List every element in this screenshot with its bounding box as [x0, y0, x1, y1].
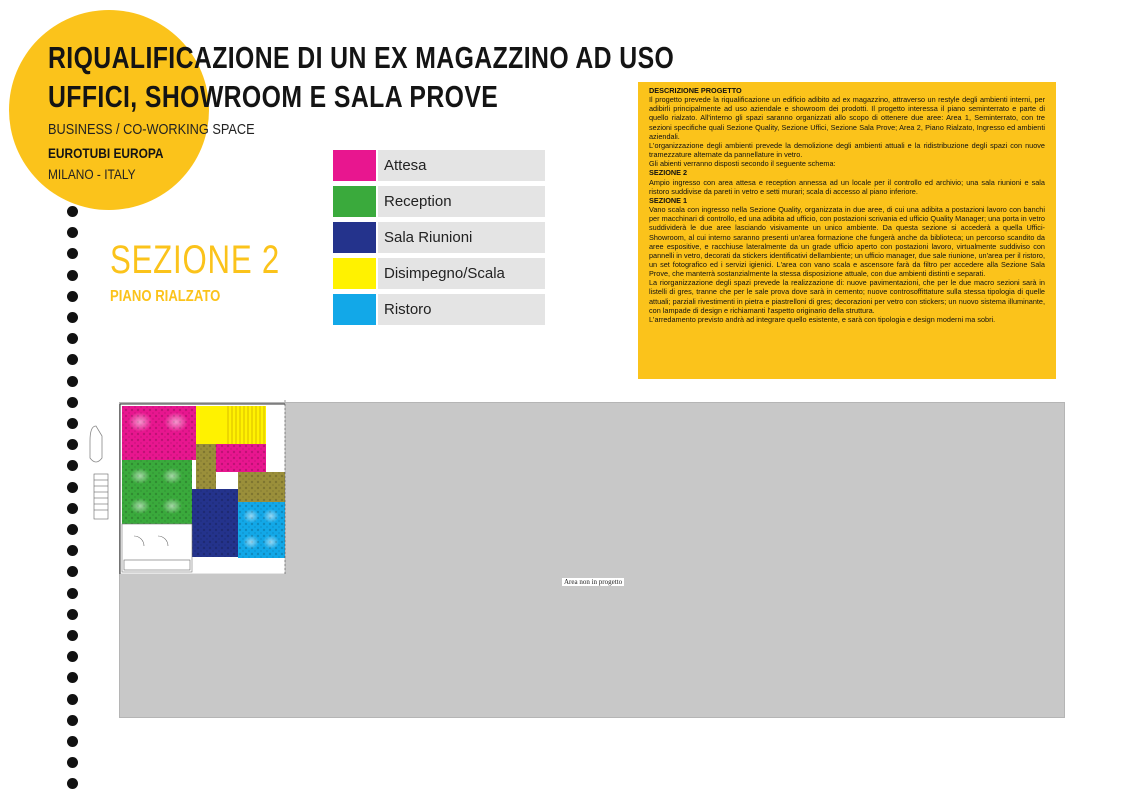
- binding-dot: [67, 312, 78, 323]
- binding-dot: [67, 524, 78, 535]
- description-demolition: L'organizzazione degli ambienti prevede la demolizione degli ambienti attuali e la ridistribuzione degli spazi con nuove tramezzature alternate da pannellature in vetro.: [649, 140, 1045, 160]
- company-name: EUROTUBI EUROPA: [48, 145, 164, 161]
- legend-swatch: [333, 222, 376, 253]
- binding-dot: [67, 757, 78, 768]
- binding-dot: [67, 460, 78, 471]
- binding-dot: [67, 651, 78, 662]
- section-1-heading: SEZIONE 1: [649, 195, 688, 205]
- section-label: SEZIONE 2: [110, 238, 281, 282]
- binding-dot: [67, 736, 78, 747]
- floor-label: PIANO RIALZATO: [110, 288, 221, 305]
- binding-dot: [67, 418, 78, 429]
- legend-item-reception: [333, 185, 545, 218]
- binding-dot: [67, 778, 78, 789]
- description-heading: DESCRIZIONE PROGETTO: [649, 86, 742, 95]
- legend-item-attesa: [333, 149, 545, 182]
- binding-dot: [67, 630, 78, 641]
- title-line-1: RIQUALIFICAZIONE DI UN EX MAGAZZINO AD USO: [48, 40, 675, 75]
- binding-dot: [67, 270, 78, 281]
- description-schema: Gli abienti verranno disposti secondo il seguente schema:: [649, 159, 836, 169]
- section-2-heading: SEZIONE 2: [649, 168, 688, 178]
- legend-swatch: [333, 150, 376, 181]
- binding-dot: [67, 206, 78, 217]
- binding-dot: [67, 694, 78, 705]
- legend-label: Disimpegno/Scala: [378, 258, 545, 289]
- room-disimpegno-scala: [196, 406, 266, 444]
- section-2-text: Ampio ingresso con area attesa e reception annessa ad un locale per il controllo ed archivio; una sala riunioni e sala ristoro suddivise da pareti in vetro e setti murari; scala di accesso al piano inferiore.: [649, 177, 1045, 196]
- legend-swatch: [333, 294, 376, 325]
- legend-label: Attesa: [378, 150, 545, 181]
- legend-label: Reception: [378, 186, 545, 217]
- binding-dot: [67, 376, 78, 387]
- project-description: [638, 82, 1056, 379]
- description-intro: Il progetto prevede la riqualificazione un edificio adibito ad ex magazzino, attraverso un restyle degli ambienti interni, per adibirli principalmente ad uso aziendale e showroom dei prodotti. Il progetto interessa il piano seminterrato e parte di quello rialzato. All'interno gli spazi saranno organizzati allo scopo di ottenere due aree: Area 1, Seminterrato, con tre sezioni specifiche quali Sezione Quality, Sezione Uffici, Sezione Sala Prove; Area 2, Piano Rialzato, Ingresso ed ambienti aziendali.: [649, 95, 1045, 141]
- binding-dot: [67, 354, 78, 365]
- description-furnishing: L'arredamento previsto andrà ad integrare quello esistente, e sarà con tipologia e design moderni ma sobri.: [649, 314, 996, 324]
- legend-swatch: [333, 258, 376, 289]
- services-area: [122, 524, 192, 572]
- binding-dot: [67, 248, 78, 259]
- binding-dot: [67, 672, 78, 683]
- legend-label: Sala Riunioni: [378, 222, 545, 253]
- binding-dot: [67, 439, 78, 450]
- binding-dot: [67, 482, 78, 493]
- binding-dot: [67, 291, 78, 302]
- floor-plan: [88, 396, 288, 574]
- title-line-2: UFFICI, SHOWROOM E SALA PROVE: [48, 79, 499, 114]
- binding-dot: [67, 545, 78, 556]
- section-1-text: Vano scala con ingresso nella Sezione Quality, organizzata in due aree, di cui una adibita a postazioni lavoro con banchi per macchinari di controllo, ed una adibita ad ufficio, con postazioni scrivania ed ufficio Quality Manager; una porta in vetro suddividerà le due aree lasciando visivamente un unico ambiente. Da questa sezione si accederà a quella Uffici-Showroom, al cui interno saranno presenti un'area formazione che fungerà anche da biblioteca; un percorso scandito da aree espositive, e racchiuse lateralmente da un grade ufficio aperto con postazioni lavoro, virtualmente suddiviso con pannelli in vetro, decorati da stickers identificativi dellambiente; un ufficio manager, due sale riunione, un'area per il ristoro, un set fotografico ed i servizi igienici. L'area con vano scala e ascensore farà da filtro per accedere alla Sezione Sala Prove, che manterrà sostanzialmente la stessa disposizione attuale, con due ambienti distinti e separati.: [649, 205, 1045, 279]
- legend-swatch: [333, 186, 376, 217]
- binding-dot: [67, 397, 78, 408]
- binding-dot: [67, 609, 78, 620]
- binding-dot: [67, 227, 78, 238]
- legend-item-sala-riunioni: [333, 221, 545, 254]
- binding-dot: [67, 566, 78, 577]
- area-note: Area non in progetto: [564, 578, 623, 586]
- page-title: [48, 38, 674, 116]
- legend-item-ristoro: [333, 293, 545, 326]
- binding-dot: [67, 503, 78, 514]
- legend-item-disimpegno-scala: [333, 257, 545, 290]
- legend-label: Ristoro: [378, 294, 545, 325]
- description-renovation: La riorganizzazione degli spazi prevede la realizzazione di: nuove pavimentazioni, che per le due macro sezioni sarà in listelli di gres, tranne che per le sale prova dove sarà in cemento; nuove controsoffittature sulla stessa tipologia di quelle attuali; parziali rivestimenti in pietra e piastrelloni di gres; decorazioni per vetro con stickers; un nuovo sistema illuminante, con lampade di design e richiamanti l'aspetto originario della struttura.: [649, 278, 1045, 315]
- binding-dot: [67, 333, 78, 344]
- subtitle: BUSINESS / CO-WORKING SPACE: [48, 121, 255, 138]
- location: MILANO - ITALY: [48, 166, 136, 182]
- binding-dot: [67, 715, 78, 726]
- binding-dot: [67, 588, 78, 599]
- entrance-steps: [90, 426, 102, 462]
- external-stair: [94, 474, 108, 519]
